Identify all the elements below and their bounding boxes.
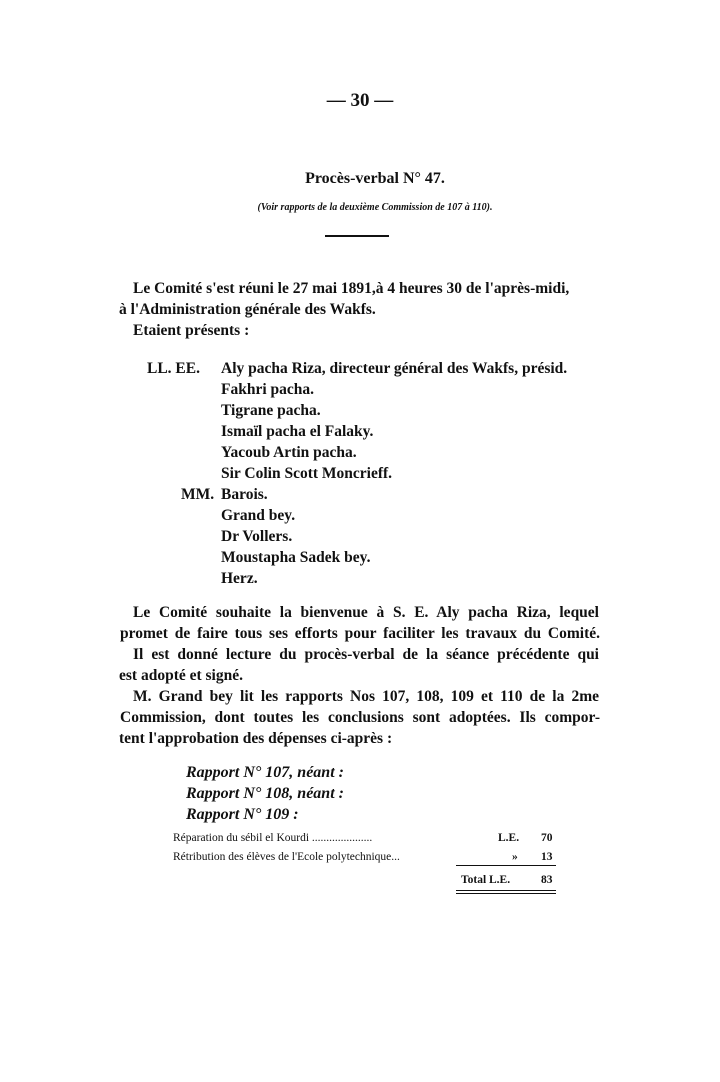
expense-item-currency: » [512, 851, 518, 863]
paragraph-2-line-2: est adopté et signé. [119, 667, 243, 684]
attendee: Tigrane pacha. [221, 402, 321, 419]
expense-item-label: Rétribution des élèves de l'Ecole polytechnique... [173, 851, 400, 863]
attendee: Sir Colin Scott Moncrieff. [221, 465, 393, 482]
paragraph-3-line-1: M. Grand bey lit les rapports Nos 107, 108, 109 et 110 de la 2me [133, 688, 599, 705]
attendee: Yacoub Artin pacha. [221, 444, 357, 461]
report-107: Rapport N° 107, néant : [186, 764, 344, 781]
intro-line-2: à l'Administration générale des Wakfs. [119, 301, 376, 318]
page-title: Procès-verbal N° 47. [305, 170, 445, 187]
paragraph-3-line-2: Commission, dont toutes les conclusions sont adoptées. Ils compor- [120, 709, 600, 726]
short-divider [325, 235, 389, 237]
attendee: Herz. [221, 570, 258, 587]
ll-ee-label: LL. EE. [147, 360, 200, 377]
total-double-rule [456, 890, 556, 891]
paragraph-3-line-3: tent l'approbation des dépenses ci-après : [119, 730, 393, 747]
attendee: Grand bey. [221, 507, 296, 524]
report-109: Rapport N° 109 : [186, 806, 299, 823]
intro-line-1: Le Comité s'est réuni le 27 mai 1891,à 4 heures 30 de l'après-midi, [133, 280, 570, 297]
attendee: Dr Vollers. [221, 528, 293, 545]
expense-item-amount: 13 [541, 851, 553, 863]
attendee: Ismaïl pacha el Falaky. [221, 423, 374, 440]
total-top-rule [456, 865, 556, 866]
paragraph-2-line-1: Il est donné lecture du procès-verbal de la séance précédente qui [133, 646, 599, 663]
attendee: Fakhri pacha. [221, 381, 315, 398]
page-number: — 30 — [326, 90, 394, 111]
total-double-rule [456, 893, 556, 894]
intro-line-3: Etaient présents : [133, 322, 250, 339]
attendee: Aly pacha Riza, directeur général des Wakfs, présid. [221, 360, 568, 377]
report-108: Rapport N° 108, néant : [186, 785, 344, 802]
mm-label: MM. [181, 486, 215, 503]
expense-item-label: Réparation du sébil el Kourdi ..................... [173, 832, 373, 844]
paragraph-1-line-1: Le Comité souhaite la bienvenue à S. E. Aly pacha Riza, lequel [133, 604, 599, 621]
expense-item-amount: 70 [541, 832, 553, 844]
expense-total-label: Total L.E. [461, 874, 511, 886]
paragraph-1-line-2: promet de faire tous ses efforts pour faciliter les travaux du Comité. [120, 625, 600, 642]
attendee: Barois. [221, 486, 268, 503]
reference-note: (Voir rapports de la deuxième Commission de 107 à 110). [257, 202, 493, 213]
expense-item-currency: L.E. [498, 832, 520, 844]
attendee: Moustapha Sadek bey. [221, 549, 371, 566]
expense-total-amount: 83 [541, 874, 553, 886]
